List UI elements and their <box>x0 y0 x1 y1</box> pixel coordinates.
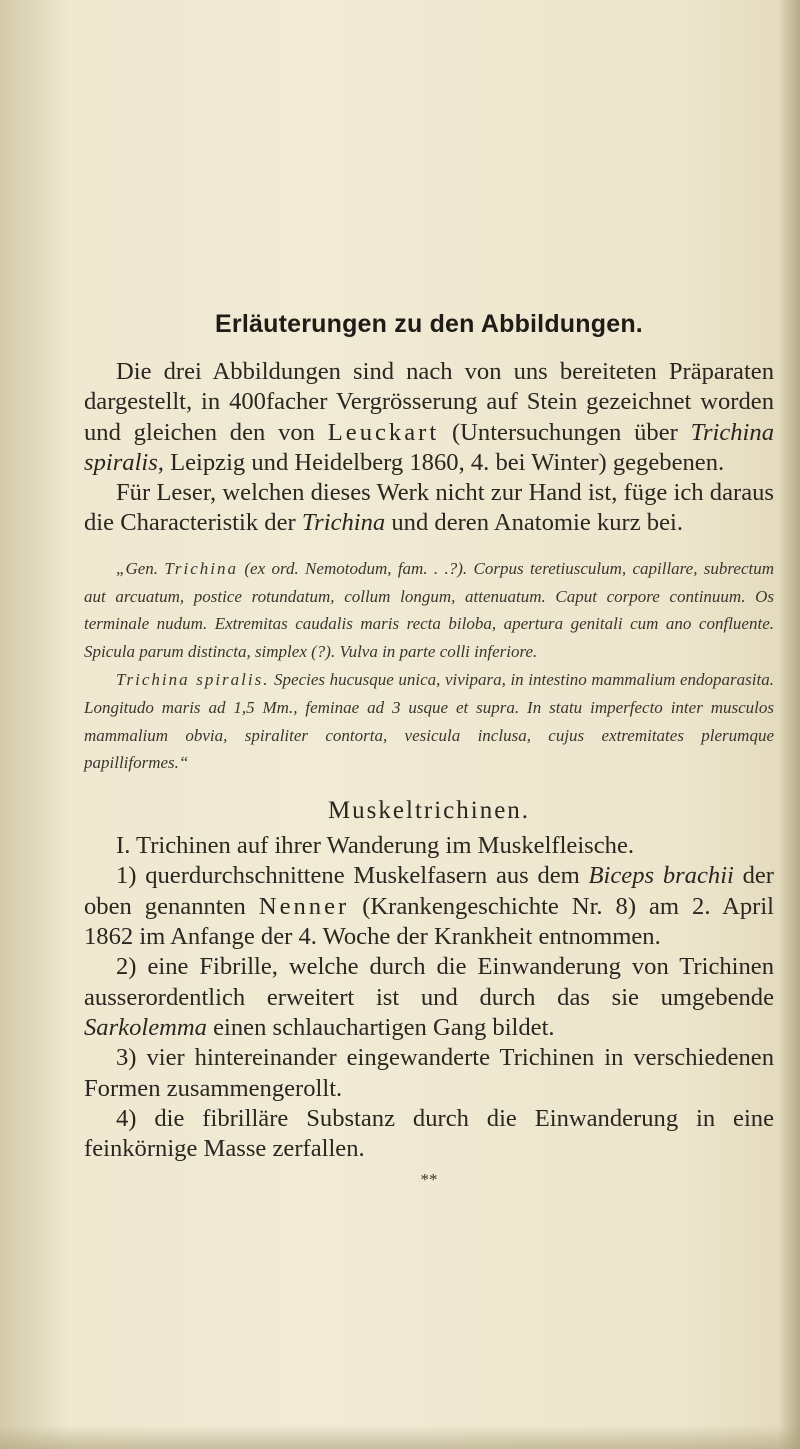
genus-name: Trichina <box>164 558 239 578</box>
text: 1) querdurchschnittene Muskelfasern aus dem <box>116 862 589 890</box>
text: der oben genannten <box>84 862 774 920</box>
page-content <box>84 310 774 1190</box>
text: (ex ord. Nemotodum, fam. . .?). Corpus teretiusculum, capillare, subrectum aut arcuatum, postice rotundatum, collum longum, attenuatum. Caput corpore continuum. Os terminale nudum. Extremitas caudalis maris recta biloba, apertura genitali cum ano confluente. Spicula parum distincta, simplex (?). Vulva in parte colli inferiore. <box>84 558 774 662</box>
species-name: Trichina spiralis. <box>116 669 270 689</box>
section-title: Muskeltrichinen. <box>327 797 531 825</box>
paragraph-reader-note <box>84 478 774 539</box>
list-item: 4) die fibrilläre Substanz durch die Einwanderung in eine feinkörnige Masse zerfallen. <box>84 1104 774 1163</box>
footer-mark: ** <box>420 1170 438 1190</box>
list-item: I. Trichinen auf ihrer Wanderung im Muskelfleische. <box>116 832 635 860</box>
author-name: Leuckart <box>327 418 440 446</box>
italic-text: Sarkolemma <box>84 1013 207 1041</box>
list-item <box>84 861 774 952</box>
italic-text: Trichina <box>301 509 386 537</box>
page-shadow-right <box>778 0 800 1449</box>
text: Leipzig und Heidelberg 1860, 4. bei Winter) gegebenen. <box>163 448 725 476</box>
latin-quote <box>84 555 774 777</box>
page-shadow-bottom <box>0 1425 800 1449</box>
text: Für Leser, welchen dieses Werk nicht zur Hand ist, füge ich daraus die Characteristik der <box>84 479 774 537</box>
text: (Untersuchungen über <box>439 418 691 446</box>
text: Species hucusque unica, vivipara, in intestino mammalium endoparasita. Longitudo maris ad 1,5 Mm., feminae ad 3 usque et supra. In statu imperfecto inter musculos mammalium obvia, spiraliter contorta, vesicula inclusa, cujus extremitates plerumque papilliformes.“ <box>84 669 774 773</box>
text: und deren Anatomie kurz bei. <box>385 509 683 537</box>
text: Die drei Abbildungen sind nach von uns bereiteten Präparaten dargestellt, in 400facher Vergrösserung auf Stein gezeichnet worden und gleichen den von <box>84 358 774 446</box>
italic-text: Biceps brachii <box>588 862 734 890</box>
text: 2) eine Fibrille, welche durch die Einwanderung von Trichinen ausserordentlich erweitert ist und durch das sie umgebende <box>84 953 774 1011</box>
patient-name: Nenner <box>258 892 350 920</box>
text: einen schlauchartigen Gang bildet. <box>206 1013 555 1041</box>
text: „Gen. <box>116 558 165 578</box>
list-item <box>84 952 774 1043</box>
text: (Krankengeschichte Nr. 8) am 2. April 1862 im Anfange der 4. Woche der Krankheit entnommen. <box>84 892 774 951</box>
list-item: 3) vier hintereinander eingewanderte Trichinen in verschiedenen Formen zusammengerollt. <box>84 1044 774 1102</box>
page-title: Erläuterungen zu den Abbildungen. <box>215 310 643 338</box>
paragraph-intro <box>84 357 774 478</box>
page-shadow-left <box>0 0 70 1449</box>
italic-text: Trichina spiralis, <box>84 418 774 476</box>
